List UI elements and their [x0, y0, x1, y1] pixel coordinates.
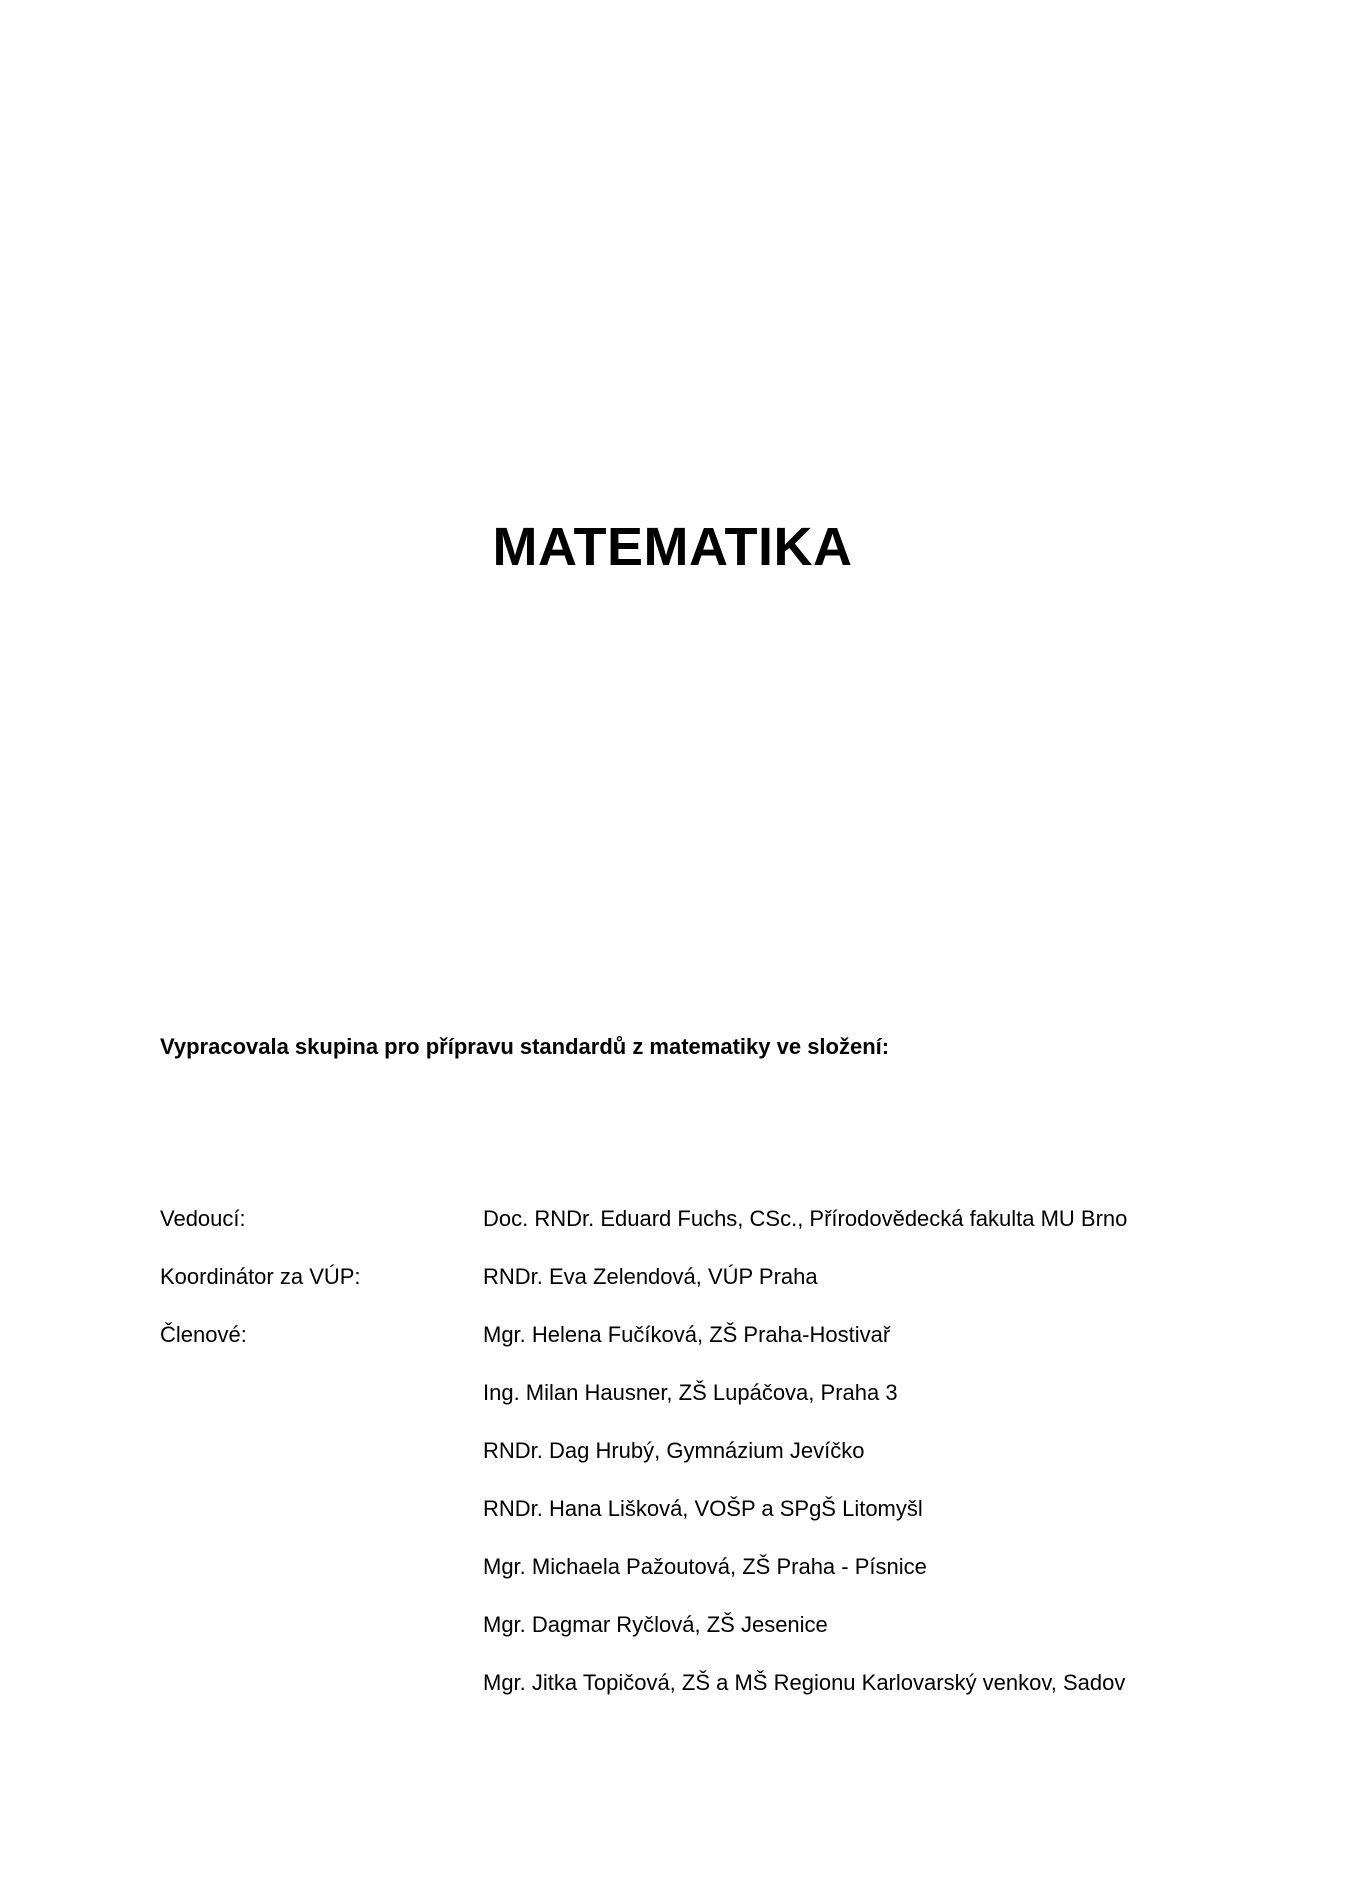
authors-roster [160, 1204, 1160, 1726]
roster-row-leader [160, 1204, 1160, 1262]
person-entry: Mgr. Dagmar Ryčlová, ZŠ Jesenice [483, 1612, 828, 1637]
person-entry: RNDr. Eva Zelendová, VÚP Praha [483, 1264, 818, 1289]
authors-intro: Vypracovala skupina pro přípravu standardů z matematiky ve složení: [160, 1034, 890, 1059]
roster-row-member [160, 1378, 1160, 1436]
roster-row-coordinator [160, 1262, 1160, 1320]
person-entry: Doc. RNDr. Eduard Fuchs, CSc., Přírodovědecká fakulta MU Brno [483, 1206, 1128, 1231]
roster-row-member [160, 1610, 1160, 1668]
roster-row-member [160, 1436, 1160, 1494]
role-label: Vedoucí: [160, 1206, 246, 1231]
roster-row-member [160, 1494, 1160, 1552]
document-title: MATEMATIKA [492, 517, 853, 577]
role-label: Členové: [160, 1322, 247, 1347]
person-entry: Mgr. Jitka Topičová, ZŠ a MŠ Regionu Karlovarský venkov, Sadov [483, 1670, 1126, 1695]
roster-row-member [160, 1320, 1160, 1378]
roster-row-member [160, 1552, 1160, 1610]
roster-row-member [160, 1668, 1160, 1726]
role-label: Koordinátor za VÚP: [160, 1264, 361, 1289]
person-entry: Mgr. Helena Fučíková, ZŠ Praha-Hostivař [483, 1322, 891, 1347]
person-entry: RNDr. Hana Lišková, VOŠP a SPgŠ Litomyšl [483, 1496, 923, 1521]
person-entry: Ing. Milan Hausner, ZŠ Lupáčova, Praha 3 [483, 1380, 898, 1405]
person-entry: Mgr. Michaela Pažoutová, ZŠ Praha - Písnice [483, 1554, 927, 1579]
person-entry: RNDr. Dag Hrubý, Gymnázium Jevíčko [483, 1438, 865, 1463]
